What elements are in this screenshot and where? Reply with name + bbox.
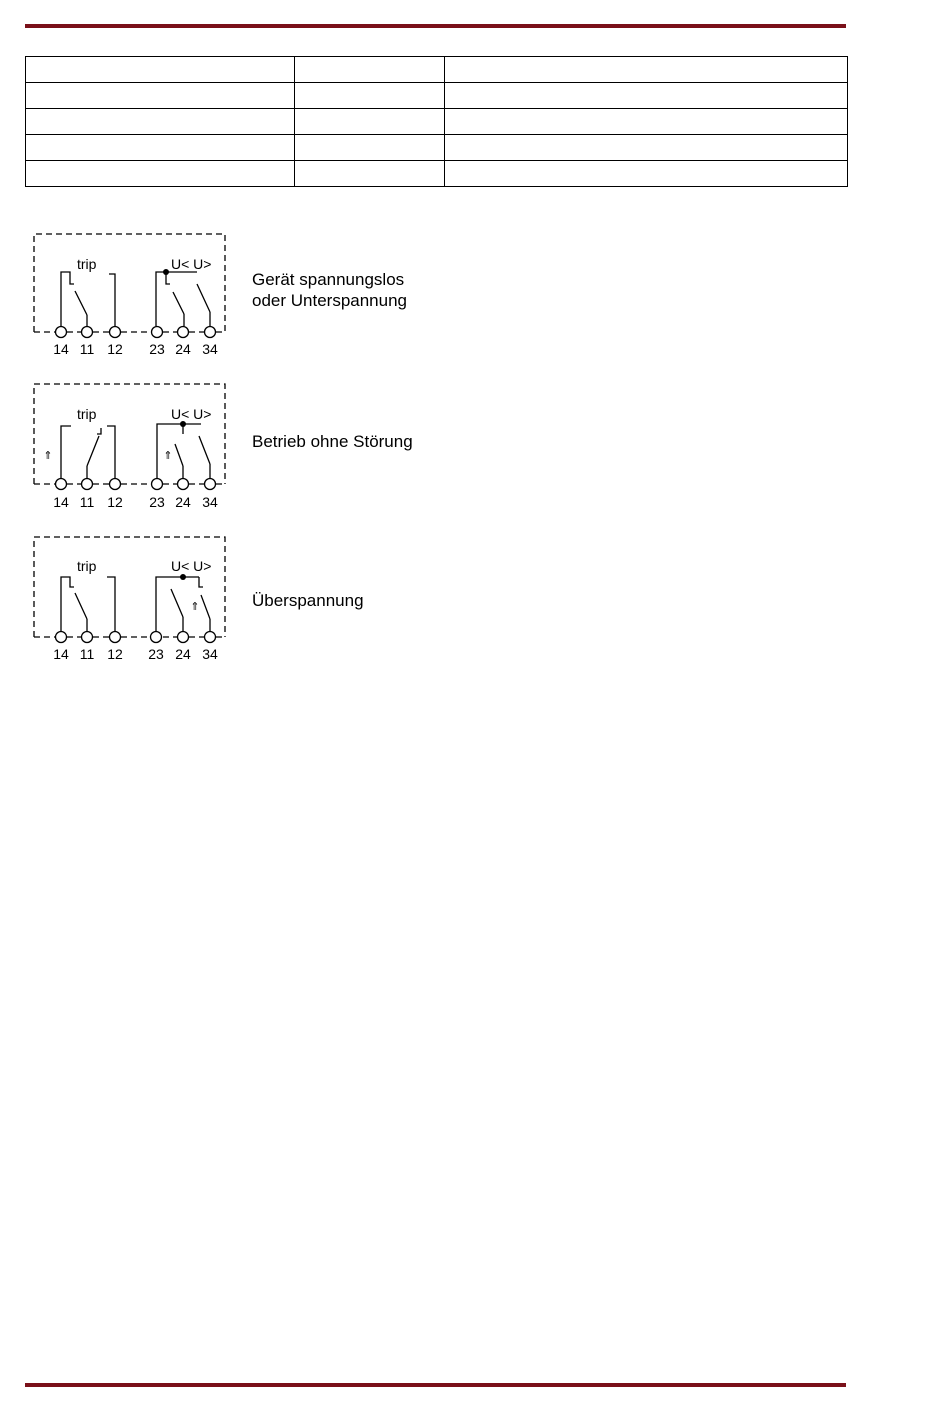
u-over-blade (199, 436, 210, 464)
terminal-23 (151, 632, 162, 643)
trip-switch-blade (75, 593, 87, 619)
terminal-label: 23 (149, 341, 165, 357)
terminal-12 (110, 327, 121, 338)
u-over-stop (199, 577, 203, 587)
table-cell (295, 57, 445, 83)
caption-line: Überspannung (252, 591, 364, 610)
table-cell (445, 135, 848, 161)
contact-12 (107, 577, 115, 631)
table-cell (26, 57, 295, 83)
table-cell (26, 109, 295, 135)
table-cell (445, 161, 848, 187)
trip-label: trip (77, 558, 97, 574)
terminal-24 (178, 632, 189, 643)
terminal-34 (205, 327, 216, 338)
caption-1 (252, 269, 407, 311)
terminal-label: 11 (79, 341, 95, 357)
terminal-label: 34 (202, 646, 218, 662)
relay-diagram-2 (25, 378, 237, 513)
table-cell (295, 83, 445, 109)
trip-switch-blade (75, 291, 87, 315)
terminal-label: 12 (107, 494, 123, 510)
terminal-12 (110, 632, 121, 643)
terminal-label: 14 (53, 494, 69, 510)
table-cell (26, 135, 295, 161)
table-cell (26, 83, 295, 109)
table-cell (295, 161, 445, 187)
terminal-label: 11 (79, 646, 95, 662)
terminal-label: 14 (53, 341, 69, 357)
actuation-arrow-icon: ⇑ (190, 601, 200, 613)
housing-outline (34, 234, 225, 332)
trip-switch-blade (87, 436, 99, 466)
table-cell (295, 135, 445, 161)
relay-diagram-1 (25, 228, 237, 363)
terminal-24 (178, 327, 189, 338)
terminal-11 (82, 479, 93, 490)
table-row (26, 57, 848, 83)
contact-14 (61, 426, 71, 478)
caption-line: Gerät spannungslos (252, 270, 405, 289)
terminal-34 (205, 479, 216, 490)
terminal-11 (82, 327, 93, 338)
table-row (26, 161, 848, 187)
terminal-label: 23 (148, 646, 164, 662)
terminal-label: 34 (202, 341, 218, 357)
contact-nc-12 (107, 426, 115, 478)
housing-outline (34, 537, 225, 637)
trip-label: trip (77, 406, 97, 422)
actuation-arrow-icon: ⇑ (163, 450, 173, 462)
terminal-label: 12 (107, 646, 123, 662)
caption-line: oder Unterspannung (252, 291, 408, 310)
trip-label: trip (77, 256, 97, 272)
table-row (26, 109, 848, 135)
table-row (26, 83, 848, 109)
voltage-label: U< U> (171, 256, 212, 272)
voltage-label: U< U> (171, 558, 212, 574)
terminal-label: 24 (175, 341, 191, 357)
contact-nc-14 (61, 272, 74, 326)
terminal-34 (205, 632, 216, 643)
contact-12 (109, 274, 115, 326)
footer-rule (25, 1383, 846, 1387)
terminal-label: 34 (202, 494, 218, 510)
terminal-23 (152, 479, 163, 490)
terminal-label: 23 (149, 494, 165, 510)
terminal-14 (56, 632, 67, 643)
relay-diagram-3 (25, 531, 237, 666)
terminal-12 (110, 479, 121, 490)
terminal-label: 11 (79, 494, 95, 510)
u-under-blade (175, 444, 183, 466)
table-cell (445, 83, 848, 109)
voltage-label: U< U> (171, 406, 212, 422)
terminal-14 (56, 327, 67, 338)
caption-2 (252, 431, 413, 452)
table-row (26, 135, 848, 161)
u-under-blade (171, 589, 183, 617)
u-over-blade (197, 284, 210, 312)
terminal-label: 14 (53, 646, 69, 662)
terminal-23 (152, 327, 163, 338)
table-cell (445, 109, 848, 135)
housing-outline (34, 384, 225, 484)
u-under-blade (173, 292, 184, 314)
terminal-label: 24 (175, 494, 191, 510)
contact-nc-14 (61, 577, 74, 631)
terminal-label: 12 (107, 341, 123, 357)
u-over-blade (201, 595, 210, 619)
header-rule (25, 24, 846, 28)
table-cell (26, 161, 295, 187)
terminal-11 (82, 632, 93, 643)
terminal-24 (178, 479, 189, 490)
trip-stop (97, 428, 101, 434)
blank-table (25, 56, 848, 187)
table-cell (445, 57, 848, 83)
caption-line: Betrieb ohne Störung (252, 432, 413, 451)
terminal-14 (56, 479, 67, 490)
table-cell (295, 109, 445, 135)
actuation-arrow-icon: ⇑ (43, 450, 53, 462)
terminal-label: 24 (175, 646, 191, 662)
caption-3 (252, 590, 364, 611)
junction-dot (180, 574, 186, 580)
